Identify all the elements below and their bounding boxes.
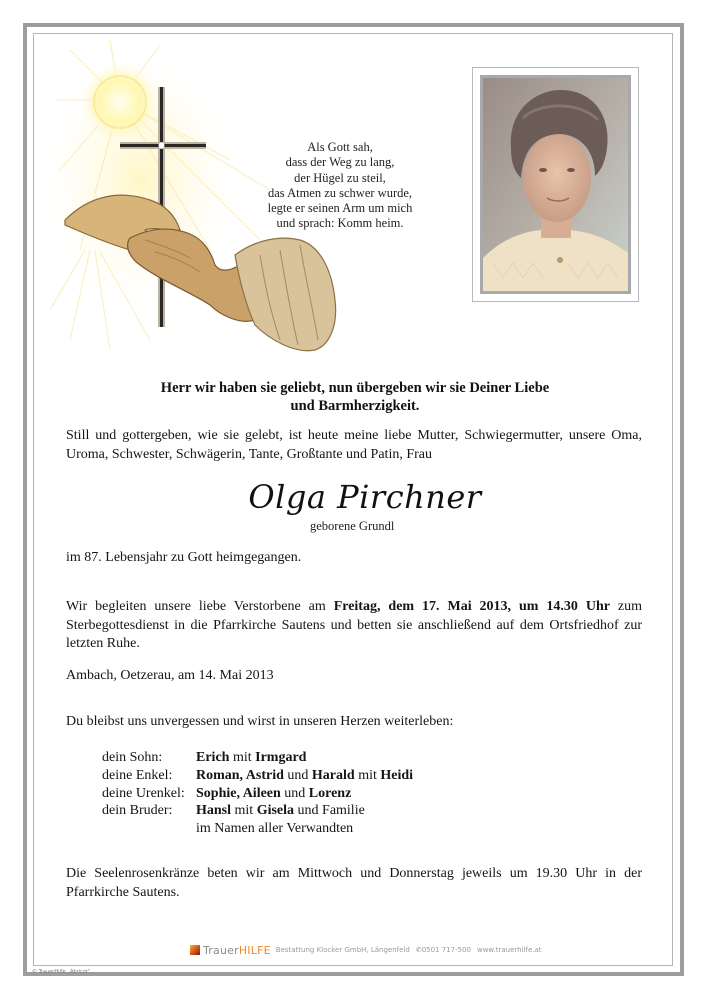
- family-member-name: Erich: [196, 750, 230, 765]
- deceased-name: Olga Pirchner: [248, 478, 482, 516]
- maiden-name: geborene Grundl: [310, 519, 395, 533]
- family-relation: [102, 820, 196, 838]
- intro-text-content: Still und gottergeben, wie sie gelebt, ist heute meine liebe Mutter, Schwiegermutter, unsere Oma, Uroma, Schwester, Schwägerin, Tante, Großtante und Patin, Frau: [66, 428, 642, 462]
- rosary-text-content: Die Seelenrosenkränze beten wir am Mittwoch und Donnerstag jeweils um 19.30 Uhr in der Pfarrkirche Sautens.: [66, 866, 642, 900]
- family-member-name: Heidi: [380, 767, 414, 783]
- family-member-name: Roman, Astrid: [196, 767, 284, 783]
- phone-number: ✆0501 717-500: [415, 946, 471, 954]
- copyright-note: © TrauerHilfe „Abricot“: [32, 969, 91, 975]
- poem-line: legte er seinen Arm um mich: [267, 201, 413, 216]
- family-row: [102, 785, 413, 803]
- family-member-name: Harald: [311, 767, 355, 783]
- trauerhilfe-logo-icon: [190, 945, 200, 955]
- funeral-text: [66, 598, 642, 654]
- family-row: [102, 749, 413, 767]
- family-member-name: Hansl: [196, 803, 232, 819]
- website-link[interactable]: www.trauerhilfe.at: [476, 946, 542, 954]
- footer: [190, 943, 542, 957]
- brand-part-1: Trauer: [203, 943, 239, 957]
- family-relation: deine Enkel:: [102, 767, 173, 783]
- family-members: [196, 749, 306, 767]
- portrait-photo: [483, 78, 628, 291]
- poem-line: dass der Weg zu lang,: [285, 155, 395, 170]
- family-connector: mit: [229, 750, 256, 765]
- family-connector: im Namen aller Verwandten: [196, 821, 354, 837]
- age-text: im 87. Lebensjahr zu Gott heimgegangen.: [66, 550, 302, 565]
- poem-line: Als Gott sah,: [307, 140, 373, 154]
- family-row: [102, 767, 413, 785]
- family-members: [196, 785, 351, 803]
- family-row: [102, 802, 413, 820]
- family-relation: deine Urenkel:: [102, 785, 185, 801]
- family-connector: mit: [354, 767, 381, 783]
- poem-line: das Atmen zu schwer wurde,: [267, 185, 413, 200]
- motto-line-2: und Barmherzigkeit.: [290, 398, 420, 414]
- rosary-text: [66, 865, 642, 902]
- family-member-name: Irmgard: [255, 750, 307, 765]
- funeral-prefix: Wir begleiten unsere liebe Verstorbene am: [66, 599, 334, 614]
- family-member-name: Gisela: [256, 803, 295, 819]
- family-member-name: Sophie, Aileen: [196, 785, 281, 801]
- family-connector: und Familie: [294, 803, 365, 819]
- motto: [100, 379, 610, 415]
- poem: [240, 140, 440, 232]
- portrait-frame: [472, 67, 639, 302]
- family-connector: und: [283, 767, 312, 783]
- remembrance-text: Du bleibst uns unvergessen und wirst in unseren Herzen weiterleben:: [66, 714, 454, 729]
- poem-line: und sprach: Komm heim.: [276, 216, 404, 231]
- family-members: [196, 767, 413, 785]
- funeral-suffix: zum Sterbegottesdienst in die Pfarrkirche Sautens und betten sie anschließend auf dem Ortsfriedhof zur letzten Ruhe.: [66, 599, 643, 652]
- family-relation: dein Sohn:: [102, 750, 163, 765]
- funeral-text-content: [66, 598, 642, 654]
- family-member-name: Lorenz: [308, 785, 352, 801]
- portrait-mat: [480, 75, 631, 294]
- family-members: [196, 802, 365, 820]
- brand-part-2: HILFE: [238, 943, 271, 957]
- place-date: Ambach, Oetzerau, am 14. Mai 2013: [66, 668, 274, 683]
- family-row: [102, 820, 413, 838]
- intro-text: [66, 427, 642, 464]
- funeral-date-time: Freitag, dem 17. Mai 2013, um 14.30 Uhr: [333, 599, 610, 614]
- family-connector: und: [280, 785, 309, 801]
- family-list: [102, 749, 413, 838]
- family-members: [196, 820, 353, 838]
- family-relation: dein Bruder:: [102, 803, 173, 819]
- motto-line-1: Herr wir haben sie geliebt, nun übergeben wir sie Deiner Liebe: [160, 380, 550, 396]
- family-connector: mit: [231, 803, 257, 819]
- poem-line: der Hügel zu steil,: [294, 170, 386, 185]
- company-name: Bestattung Klocker GmbH, Längenfeld: [275, 946, 410, 954]
